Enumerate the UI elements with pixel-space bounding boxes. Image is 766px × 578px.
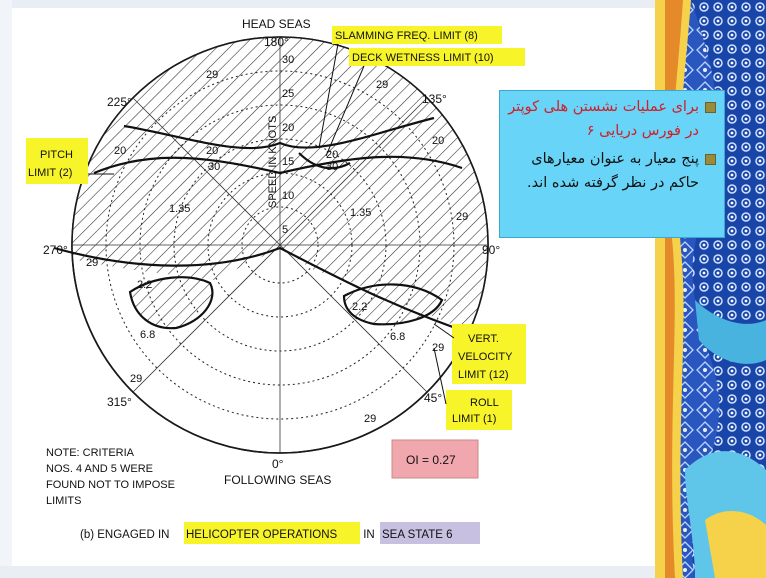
note-line: NOS. 4 AND 5 WERE (46, 463, 153, 475)
vert-velocity-label-3: LIMIT (12) (458, 369, 509, 381)
bullet-text: پنج معیار به عنوان معیارهای حاکم در نظر گرفته شده اند. (527, 151, 699, 191)
speed-tick-10: 10 (282, 190, 295, 202)
bullet-square-icon (705, 102, 716, 113)
caption-sea-state: SEA STATE 6 (382, 529, 453, 541)
slide-top-border (0, 0, 766, 8)
contour-label: 1.35 (169, 203, 191, 215)
contour-label: 29 (130, 373, 143, 385)
speed-tick-20: 20 (282, 122, 295, 134)
speed-tick-25: 25 (282, 88, 295, 100)
caption-prefix: (b) ENGAGED IN (80, 529, 173, 541)
angle-270: 270° (43, 243, 68, 257)
contour-label: 20 (326, 149, 339, 161)
speed-axis-label: SPEED IN KNOTS (267, 115, 279, 208)
caption-in: IN (360, 529, 378, 541)
contour-label: 6.8 (390, 331, 406, 343)
roll-limit-label-2: LIMIT (1) (452, 413, 497, 425)
pitch-limit-label-2: LIMIT (2) (28, 167, 73, 179)
bullet-square-icon (705, 154, 716, 165)
vert-velocity-label-1: VERT. (468, 333, 499, 345)
angle-315: 315° (107, 395, 132, 409)
contour-label: 20 (206, 145, 219, 157)
persian-info-box (499, 90, 725, 238)
bullet-item (506, 95, 716, 143)
deck-wetness-label: DECK WETNESS LIMIT (10) (352, 52, 494, 64)
caption-helicopter-ops: HELICOPTER OPERATIONS (186, 529, 338, 541)
contour-label: 29 (206, 69, 219, 81)
bullet-item (506, 147, 716, 195)
roll-limit-label-1: ROLL (470, 397, 499, 409)
decorative-pattern-panel (655, 0, 766, 578)
contour-label: 29 (364, 413, 377, 425)
contour-label: 20 (432, 135, 445, 147)
pitch-limit-label-1: PITCH (40, 149, 73, 161)
head-seas-label: HEAD SEAS (242, 17, 311, 31)
speed-tick-5: 5 (282, 224, 289, 236)
slamming-limit-label: SLAMMING FREQ. LIMIT (8) (335, 30, 478, 42)
contour-label: 29 (86, 257, 99, 269)
contour-label: 2.2 (352, 301, 368, 313)
following-seas-label: FOLLOWING SEAS (224, 473, 332, 487)
slide-left-strip (0, 0, 12, 578)
contour-label: 6.8 (140, 329, 156, 341)
slide-bottom-border (0, 566, 766, 578)
angle-135: 135° (422, 92, 447, 106)
angle-90: 90° (482, 243, 501, 257)
angle-225: 225° (107, 95, 132, 109)
note-line: LIMITS (46, 495, 82, 507)
contour-label: 30 (326, 161, 339, 173)
speed-tick-30: 30 (282, 54, 295, 66)
contour-label: 29 (432, 342, 445, 354)
contour-label: 29 (376, 79, 389, 91)
angle-0: 0° (272, 457, 284, 471)
angle-45: 45° (424, 391, 443, 405)
speed-tick-15: 15 (282, 156, 295, 168)
note-line: NOTE: CRITERIA (46, 447, 135, 459)
contour-label: 30 (208, 161, 221, 173)
contour-label: 1.35 (350, 207, 372, 219)
note-line: FOUND NOT TO IMPOSE (46, 479, 175, 491)
bullet-text: برای عملیات نشستن هلی کوپتر در فورس دریایی ۶ (508, 99, 699, 139)
angle-180: 180° (264, 35, 289, 49)
contour-label: 20 (114, 145, 127, 157)
contour-label: 29 (456, 211, 469, 223)
oi-value: OI = 0.27 (406, 453, 456, 467)
contour-label: 2.2 (137, 279, 153, 291)
vert-velocity-label-2: VELOCITY (458, 351, 513, 363)
